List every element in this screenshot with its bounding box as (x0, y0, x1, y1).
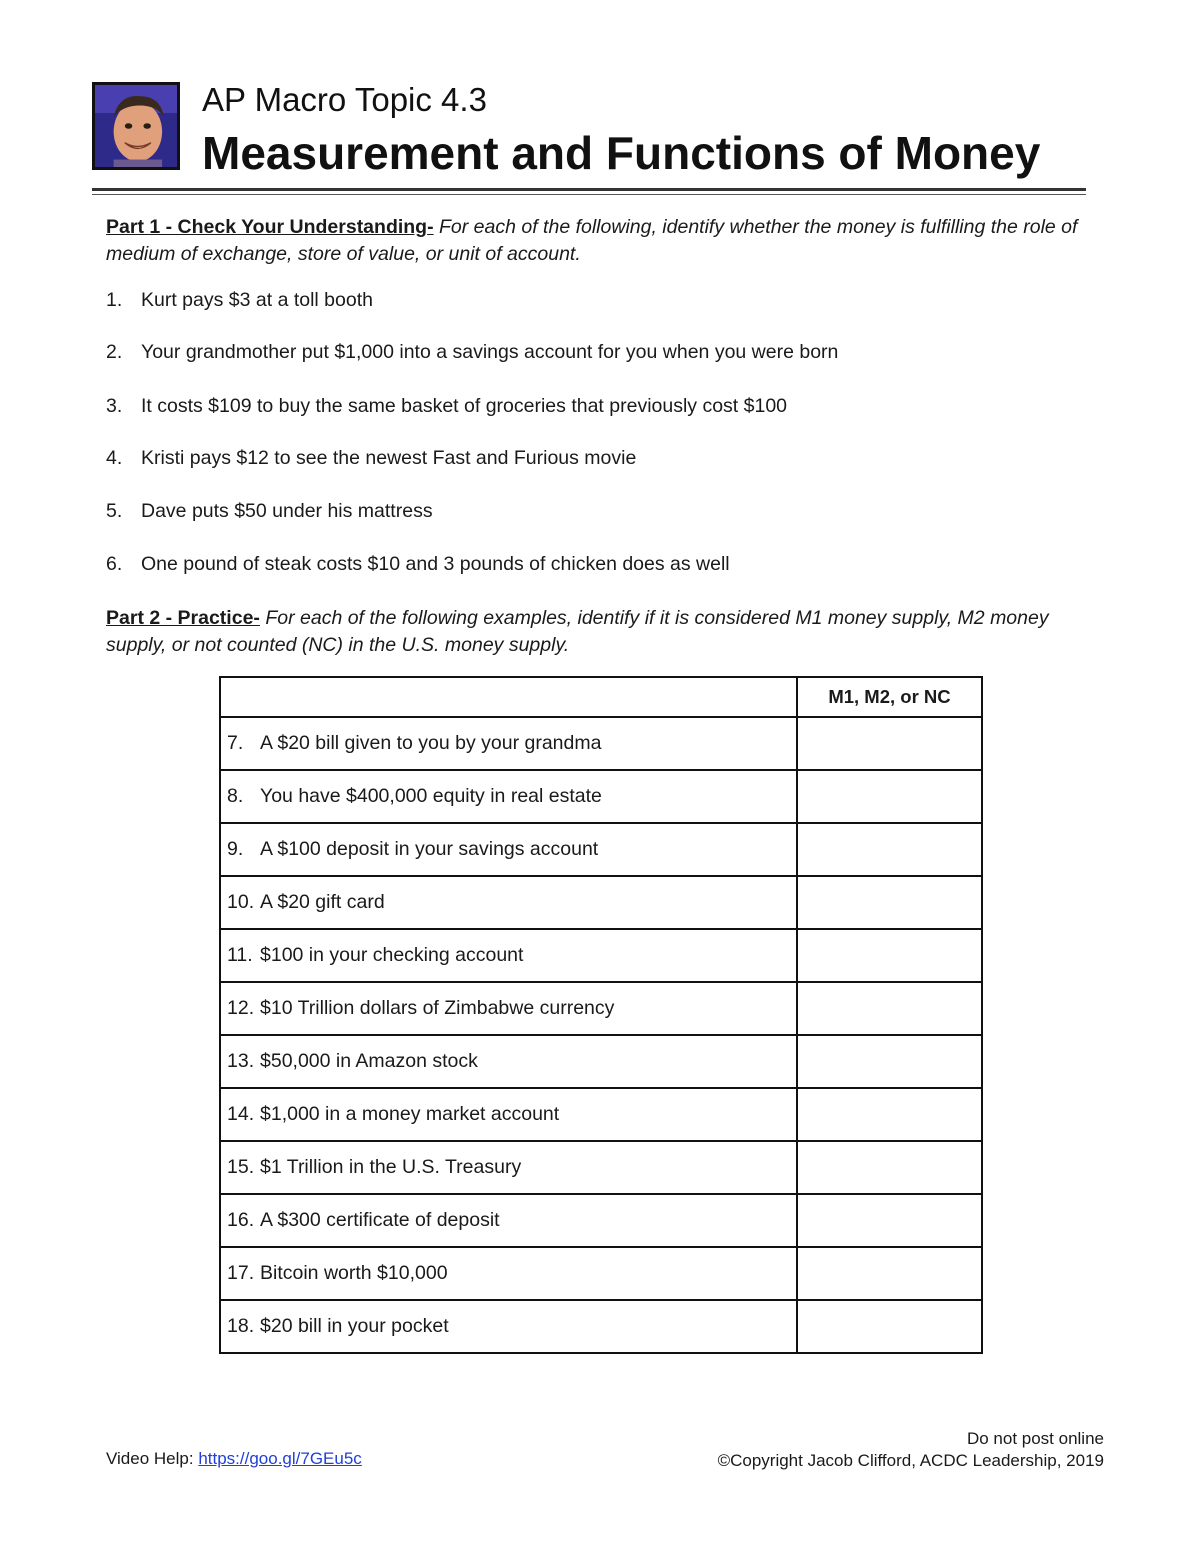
item-cell: 17. Bitcoin worth $10,000 (220, 1247, 797, 1300)
item-cell: 11. $100 in your checking account (220, 929, 797, 982)
answer-cell[interactable] (797, 770, 982, 823)
question-3: 3. It costs $109 to buy the same basket of groceries that previously cost $100 (106, 395, 788, 417)
answer-cell[interactable] (797, 1141, 982, 1194)
part1-heading: Part 1 - Check Your Understanding (106, 216, 428, 238)
header-divider (92, 188, 1086, 191)
part2-description: For each of the following examples, identify if it is considered M1 money supply, M2 money supply, or not counted (NC) in the U.S. money supply. (106, 607, 1049, 656)
table-row (220, 717, 982, 770)
table-header-answer: M1, M2, or NC (797, 677, 982, 717)
table-row (220, 1035, 982, 1088)
table-row (220, 1194, 982, 1247)
table-row (220, 770, 982, 823)
part2-dash: - (253, 607, 260, 629)
answer-cell[interactable] (797, 717, 982, 770)
author-avatar (92, 82, 180, 170)
part1-dash: - (427, 216, 434, 238)
video-help-label: Video Help: (106, 1449, 199, 1468)
item-cell: 7. A $20 bill given to you by your grandma (220, 717, 797, 770)
video-help (106, 1448, 362, 1470)
answer-cell[interactable] (797, 876, 982, 929)
item-cell: 15. $1 Trillion in the U.S. Treasury (220, 1141, 797, 1194)
table-header-blank (220, 677, 797, 717)
answer-cell[interactable] (797, 1088, 982, 1141)
copyright-text: ©Copyright Jacob Clifford, ACDC Leadership, 2019 (717, 1451, 1104, 1470)
table-row (220, 876, 982, 929)
item-cell: 8. You have $400,000 equity in real estate (220, 770, 797, 823)
answer-cell[interactable] (797, 982, 982, 1035)
table-row (220, 823, 982, 876)
part1-instructions (106, 214, 1091, 268)
video-help-link[interactable]: https://goo.gl/7GEu5c (198, 1449, 362, 1468)
table-row (220, 1141, 982, 1194)
item-cell: 14. $1,000 in a money market account (220, 1088, 797, 1141)
part2-heading: Part 2 - Practice (106, 607, 254, 629)
answer-cell[interactable] (797, 1247, 982, 1300)
part1-description: For each of the following, identify whether the money is fulfilling the role of medium of exchange, store of value, or unit of account. (106, 216, 1078, 265)
part2-instructions (106, 605, 1091, 659)
table-row (220, 1300, 982, 1353)
table-row (220, 1088, 982, 1141)
topic-label: AP Macro Topic 4.3 (202, 81, 487, 118)
page-title: Measurement and Functions of Money (202, 127, 1041, 179)
item-cell: 16. A $300 certificate of deposit (220, 1194, 797, 1247)
question-1: 1. Kurt pays $3 at a toll booth (106, 289, 373, 311)
answer-cell[interactable] (797, 929, 982, 982)
item-cell: 12. $10 Trillion dollars of Zimbabwe currency (220, 982, 797, 1035)
author-face-icon (95, 85, 177, 167)
question-5: 5. Dave puts $50 under his mattress (106, 500, 433, 522)
item-cell: 13. $50,000 in Amazon stock (220, 1035, 797, 1088)
question-4: 4. Kristi pays $12 to see the newest Fast and Furious movie (106, 447, 637, 469)
table-row (220, 929, 982, 982)
table-row (220, 982, 982, 1035)
answer-cell[interactable] (797, 1300, 982, 1353)
item-cell: 9. A $100 deposit in your savings account (220, 823, 797, 876)
answer-cell[interactable] (797, 823, 982, 876)
answer-cell[interactable] (797, 1035, 982, 1088)
answer-cell[interactable] (797, 1194, 982, 1247)
table-row (220, 1247, 982, 1300)
money-supply-table (219, 676, 983, 1354)
copyright-block (718, 1428, 1104, 1472)
header-divider-thin (92, 194, 1086, 195)
item-cell: 10. A $20 gift card (220, 876, 797, 929)
item-cell: 18. $20 bill in your pocket (220, 1300, 797, 1353)
question-6: 6. One pound of steak costs $10 and 3 pounds of chicken does as well (106, 553, 730, 575)
table-header-row (220, 677, 982, 717)
no-post-notice: Do not post online (966, 1429, 1104, 1448)
question-2: 2. Your grandmother put $1,000 into a savings account for you when you were born (106, 341, 839, 363)
